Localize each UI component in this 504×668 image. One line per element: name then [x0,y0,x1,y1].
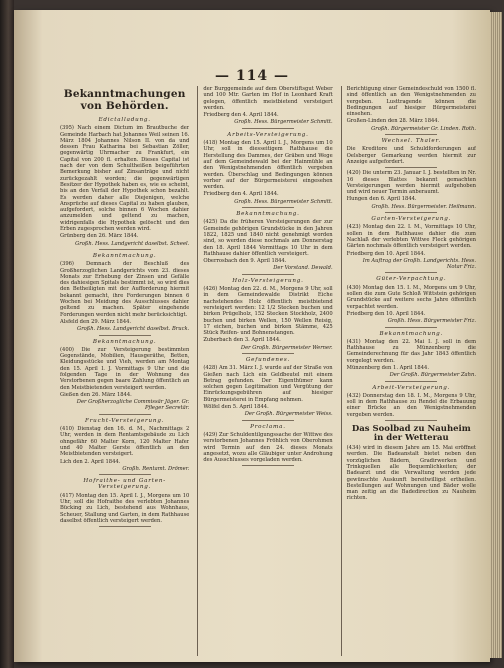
notice-paragraph: (417) Montag den 15. April I. J., Morgens um 10 Uhr, soll die Hofraithe des verlebten Johannes Bücking zu Lich, bestehend aus Wohnhaus, Scheuer, Stallung und Garten, in dem Rathhause daselbst öffentlich versteigert werden. [60,492,190,524]
section-divider [99,335,151,336]
notice-paragraph: (420) Die unterm 23. Januar I. J. bestellten in Nr. 16 dieses Blattes bekannt gemachten Versteigerungen werden hiermit aufgehoben und wird neuer Termin anberaumt. [346,170,476,196]
section-title: Arbeit-Versteigerung. [372,384,451,391]
page-number: — 114 — [215,68,289,84]
section-divider [242,420,294,421]
notice-signature: Großh. Rentamt. Drömer. [122,465,190,472]
notice-signature: Großh. Hess. Bürgermeister Schmitt. [234,198,333,205]
section-divider [99,474,151,475]
notice-signature: Großh. Bürgermeister Gr. Linden. Roth. [371,125,476,132]
notice-paragraph: (431) Montag den 22. Mai I. J. soll in dem Rathhause zu Münzenberg die Gemeinderechnung für das Jahr 1843 öffentlich vorgelegt werden. [346,338,476,364]
section-divider [385,272,437,273]
notice-signature: Großh. Hess. Landgericht daselbst. Bruck. [77,326,190,333]
section-title: Arbeits-Versteigerung. [227,131,309,138]
notice-signature: Der Großh. Bürgermeister Zahn. [389,372,476,379]
notice-place-date: Friedberg den 10. April 1844. [346,310,426,317]
notice-place-date: Oberrosbach den 9. April 1844. [203,258,287,265]
section-title: Güter-Verpachtung. [376,276,447,283]
column-1 [60,86,189,656]
notice-signature: Großh. Hess. Bürgermeister Friz. [387,318,476,325]
notice-signature: Großh. Hess. Bürgermeister. Heilmann. [371,203,476,210]
notice-paragraph: (423) Montag den 22. I. M., Vormittags 10 Uhr, sollen in dem Rathhause dahier die zum Nachlaß der verlebten Wittwe Fleck gehörigen Gärten nochmals öffentlich versteigert werden. [346,224,476,250]
notice-place-date: Friedberg den 4. April 1844. [203,191,279,198]
notice-paragraph: Die Kreditore und Schuldforderungen auf Oelsberger Gemarkung werden hiermit zur Anzeige aufgefordert. [346,146,476,165]
notice-paragraph: (395) Nach einem Dictum im Brautbuche der Gemeinde Harbach hat Johannes Weil seinen 16. März 1804 Johannes Nilson II. von da und dessen Frau Katharina bei Sebastian Zöller, gegenwärtig Uhrmacher zu Frankfurt, ein Capital von 200 fl. erhalten. Dieses Capital ist nach der von dem Schultheißen beigeführten Bemerkung bisher auf Zinsanträge und nicht zurückgezahlt worden; die gegenwärtigen Besitzer der Hypothek haben es, wie es scheint, bis an den Verfall der Hypothek schon bezahlt. Es werden daher alle Diejenigen, welche Ansprüche auf dieses Capital zu haben glauben, aufgefordert, solche binnen 6 Wochen dahier anzumelden und geltend zu machen, widrigenfalls die Hypothek gelöscht und den Erben zugesprochen werden wird. [60,125,190,233]
section-title: Proclama. [250,423,286,430]
notice-place-date: Lich den 2. April 1844. [60,458,121,465]
notice-signature: Der Großh. Bürgermeister Werner. [240,344,333,351]
section-title: Edictalladung. [98,117,151,123]
section-divider [242,274,294,275]
section-divider [385,212,437,213]
document-page [14,10,490,662]
section-divider [242,207,294,208]
notice-paragraph: (426) Montag den 22. d. M., Morgens 9 Uhr, soll in dem Gemeindewalde Distrikt Eiche nachstehendes Holz öffentlich meistbietend versteigert werden: 12 1/2 Stecken buchen und birken Prügelholz, 152 Stecken Stockholz, 2400 buchen und birken Wellen, 150 Wellen Reisig, 17 eichen, buchen und birken Stämme, 425 Stück Reifen- und Bohnenstangen. [203,286,333,337]
section-divider [385,167,437,168]
notice-paragraph: Berichtigung einer Gemeindeschuld von 1500 fl. sind öffentlich an den Wenigstnehmenden zu vergeben. Lusttragende können die Bedingungen auf hiesiger Bürgermeisterei einsehen. [346,86,476,118]
text-columns [60,86,476,656]
notice-place-date: Zuberbach den 3. April 1844. [203,337,281,344]
notice-signature: Großh. Hess. Bürgermeister Schmitt. [234,119,333,126]
section-title: Gefundenes. [245,356,291,363]
notice-paragraph: (430) Montag den 15. I. M., Morgens um 9 Uhr, sollen die zum Gute Schloß Wittstein gehörigen Grundstücke auf weitere sechs Jahre öffentlich verpachtet werden. [346,284,476,310]
notice-paragraph: (410) Dienstag den 16. d. M., Nachmittags 2 Uhr, werden in dem Rentamtsgebäude zu Lich ohngefähr 60 Malter Korn, 120 Malter Hafer und 40 Malter Gerste öffentlich an den Meistbietenden versteigert. [60,426,190,458]
section-title: Garten-Versteigerung. [371,216,452,223]
notice-paragraph: (432) Donnerstag den 18. I. M., Morgens 9 Uhr, soll in dem Rathhause zu Rendel die Erbauung einer Brücke an den Wenigstnehmenden vergeben werden. [346,392,476,418]
section-title: Frucht-Versteigerung. [85,417,165,424]
notice-paragraph: (400) Die zur Versteigerung bestimmten Gegenstände, Mobilien, Hausgeräthe, Betten, Kleidungsstücke und Vieh, werden am Montag den 15. April I. J. Vormittags 9 Uhr und die folgenden Tage in der Wohnung des Verstorbenen gegen baare Zahlung öffentlich an den Meistbietenden versteigert werden. [60,346,190,391]
section-divider [242,128,294,129]
notice-signature: Der Großh. Bürgermeister Weiss. [244,411,333,418]
notice-place-date: Hungen den 6. April 1844. [346,196,417,203]
section-divider [385,134,437,135]
notice-place-date: Alsfeld den 29. März 1844. [60,318,132,325]
main-heading: Bekanntmachungen von Behörden. [63,88,186,112]
section-divider [385,381,437,382]
spa-heading: Das Soolbad zu Nauheim in der Wetterau [351,424,471,444]
notice-signature: Großh. Hess. Landgericht daselbst. Scheel. [75,240,190,247]
section-title: Bekanntmachung. [236,211,300,218]
notice-place-date: Friedberg den 10. April 1844. [346,250,426,257]
section-divider [99,414,151,415]
section-divider [242,465,294,466]
notice-paragraph: (418) Montag den 15. April I. J., Morgens um 10 Uhr, soll in diesseitigem Rathhause die Herstellung des Dammes, der Gräben und Wege auf dem Gemeindewald bei der Hainmühle an den Wenigstnehmenden öffentlich vergeben werden. Überschlag und Bedingungen können vorher auf der Bürgermeisterei eingesehen werden. [203,140,333,191]
page-edges [490,12,502,658]
notice-signature: Der Vorstand. Dewald. [273,265,333,272]
notice-paragraph: (428) Am 31. März I. J. wurde auf der Straße von Gießen nach Lich ein Geldbeutel mit einem Betrag gefunden. Der Eigenthümer kann solchen gegen Legitimation und Vergütung der Einrückungsgebühren auf hiesiger Bürgermeisterei in Empfang nehmen. [203,365,333,403]
column-3 [341,86,476,656]
column-2 [197,86,332,656]
notice-paragraph: der Burggemeinde auf dem Oberstiftsgut Weber und 100 Mtr. Garten im Hof in Leonhard Kraft gelegen, öffentlich meistbietend versteigert werden. [203,86,333,111]
notice-signature: Im Auftrag der Großh. Landgerichts. Hess. Notar Friz. [362,257,476,271]
notice-place-date: Münzenberg den 1. April 1844. [346,364,429,371]
section-title: Bekanntmachung. [379,330,444,337]
book-spine [0,0,14,668]
notice-paragraph: (396) Demnach der Beschluß des Großherzoglichen Landgerichts vom 23. dieses Monats zur Erhebung der Zinsen und Gefälle des dahiesigen Spitals bestimmt ist, so wird dies den Betheiligten mit der Aufforderung hiermit bekannt gemacht, ihre Forderungen binnen 6 Wochen bei Meidung des Ausschlusses dahier geltend zu machen. Später eingehende Forderungen werden nicht mehr berücksichtigt. [60,261,190,318]
notice-paragraph: (429) Zur Schuldentilgungssache der Wittwe des verstorbenen Johannes Fröhlich von Oberohmen wird Termin auf den 24. dieses Monats angesetzt, wozu alle Gläubiger unter Androhung des Ausschlusses vorgeladen werden. [203,431,333,464]
section-divider [385,327,437,328]
section-divider [242,353,294,354]
notice-place-date: Großen-Linden den 28. März 1844. [346,118,440,125]
section-title: Bekanntmachung. [92,252,157,259]
notice-place-date: Gießen den 26. März 1844. [60,391,132,398]
notice-signature: Der Großherzogliche Commissär Jäger. Gr. Pfleger Secretär. [76,399,190,412]
section-divider [99,249,151,250]
section-divider [385,420,437,421]
section-title: Bekanntmachung. [92,338,157,345]
section-title: Wechsel. Thaler. [381,138,441,145]
notice-place-date: Friedberg den 4. April 1844. [203,112,279,119]
spa-notice-paragraph: (434) wird in diesem Jahre am 15. Mai eröffnet werden. Die Badeanstalt bietet neben den vorzüglichen Bädern, Gradirwerken und Trinkquellen alle Bequemlichkeiten; der Badearzt und die Verwaltung werden jede gewünschte Auskunft bereitwilligst ertheilen. Bestellungen auf Wohnungen und Bäder wolle man zeitig an die Badedirection zu Nauheim richten. [346,445,476,502]
notice-place-date: Grünberg den 26. März 1844. [60,233,139,240]
section-title: Holz-Versteigerung. [232,277,304,284]
notice-place-date: Wölfel den 5. April 1844. [203,404,269,411]
section-title: Hofraithe- und Garten-Versteigerung. [83,478,166,491]
section-divider [99,526,151,527]
notice-paragraph: (425) Da die früheren Versteigerungen der zur Gemeinde gehörigen Grundstücke in den Jahren 1822, 1825 und 1840 nicht genehmigt worden sind, so werden diese nochmals am Donnerstag den 18. April 1844 Vormittags 10 Uhr in dem Rathhause dahier öffentlich versteigert. [203,219,333,257]
